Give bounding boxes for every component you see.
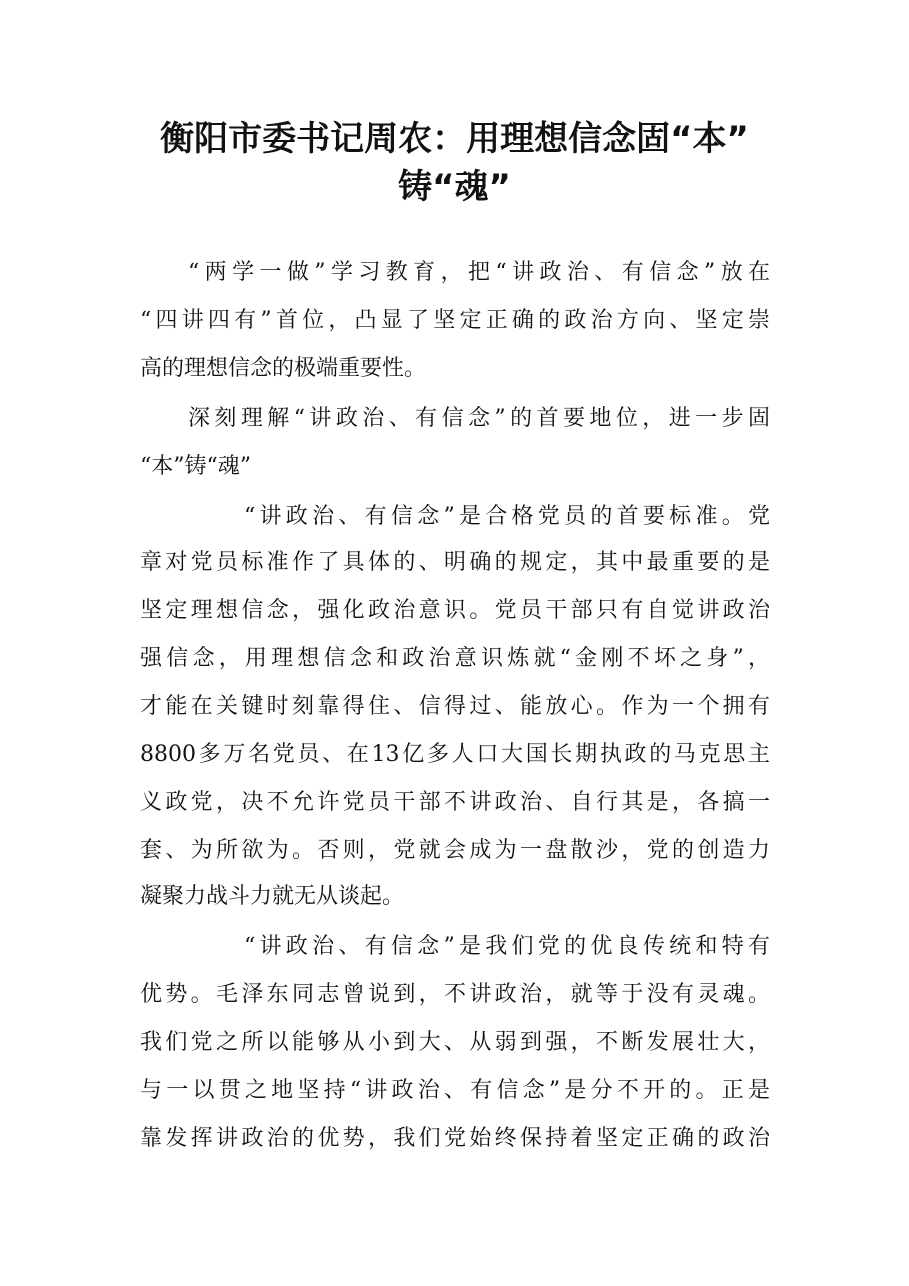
paragraph-2-line-7: 义政党，决不允许党员干部不讲政治、自行其是，各搞一 bbox=[140, 790, 770, 815]
paragraph-1-line-1: “两学一做”学习教育，把“讲政治、有信念”放在 bbox=[188, 260, 770, 285]
paragraph-2-line-5: 才能在关键时刻靠得住、信得过、能放心。作为一个拥有 bbox=[140, 694, 770, 719]
paragraph-3-line-3: 我们党之所以能够从小到大、从弱到强，不断发展壮大， bbox=[140, 1030, 770, 1055]
paragraph-3-line-1: “讲政治、有信念”是我们党的优良传统和特有 bbox=[244, 934, 770, 959]
paragraph-2-line-4: 强信念，用理想信念和政治意识炼就“金刚不坏之身”， bbox=[140, 646, 770, 671]
paragraph-3-line-5: 靠发挥讲政治的优势，我们党始终保持着坚定正确的政治 bbox=[140, 1126, 770, 1151]
section-heading-line-1: 深刻理解“讲政治、有信念”的首要地位，进一步固 bbox=[188, 406, 770, 431]
paragraph-1-line-2: “四讲四有”首位，凸显了坚定正确的政治方向、坚定崇 bbox=[140, 308, 770, 333]
paragraph-2-line-8: 套、为所欲为。否则，党就会成为一盘散沙，党的创造力 bbox=[140, 838, 770, 863]
document-title-line-2: 铸“魂” bbox=[398, 167, 511, 207]
paragraph-3-line-2: 优势。毛泽东同志曾说到，不讲政治，就等于没有灵魂。 bbox=[140, 982, 770, 1007]
document-title-line-1: 衡阳市委书记周农：用理想信念固“本” bbox=[160, 119, 749, 159]
section-heading-line-2: “本”铸“魂” bbox=[140, 454, 251, 479]
paragraph-2-line-6: 8800多万名党员、在13亿多人口大国长期执政的马克思主 bbox=[140, 742, 770, 767]
paragraph-1-line-3: 高的理想信念的极端重要性。 bbox=[140, 356, 427, 381]
paragraph-2-line-9: 凝聚力战斗力就无从谈起。 bbox=[140, 884, 405, 909]
paragraph-2-line-2: 章对党员标准作了具体的、明确的规定，其中最重要的是 bbox=[140, 550, 770, 575]
paragraph-2-line-3: 坚定理想信念，强化政治意识。党员干部只有自觉讲政治 bbox=[140, 598, 770, 623]
paragraph-2-line-1: “讲政治、有信念”是合格党员的首要标准。党 bbox=[244, 504, 770, 529]
paragraph-3-line-4: 与一以贯之地坚持“讲政治、有信念”是分不开的。正是 bbox=[140, 1078, 770, 1103]
